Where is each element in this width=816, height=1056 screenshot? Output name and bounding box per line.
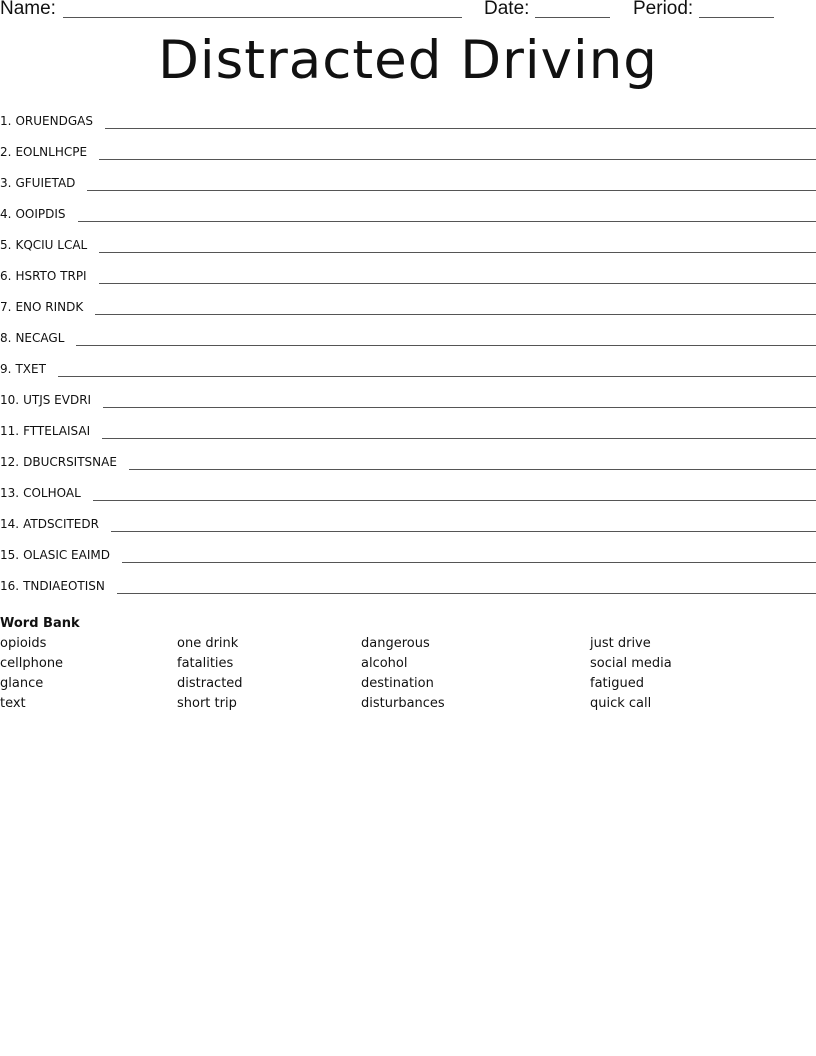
word-bank-word: distracted: [177, 676, 243, 691]
scramble-item: [0, 267, 816, 298]
word-bank-row: [0, 696, 816, 716]
scramble-item: [0, 360, 816, 391]
word-bank-word: dangerous: [361, 636, 430, 651]
word-bank-word: text: [0, 696, 26, 711]
answer-line[interactable]: [76, 330, 816, 346]
word-bank-row: [0, 656, 816, 676]
word-bank-word: short trip: [177, 696, 237, 711]
clue: 6. HSRTO TRPI: [0, 269, 87, 283]
worksheet-title: Distracted Driving: [158, 30, 658, 91]
date-field[interactable]: [535, 17, 610, 18]
scramble-item: [0, 546, 816, 577]
scramble-item: [0, 174, 816, 205]
clue: 8. NECAGL: [0, 331, 65, 345]
scramble-item: [0, 391, 816, 422]
answer-line[interactable]: [58, 361, 816, 377]
name-label: Name:: [0, 0, 56, 19]
scramble-item: [0, 298, 816, 329]
date-label: Date:: [484, 0, 530, 19]
answer-line[interactable]: [122, 547, 816, 563]
word-bank-word: quick call: [590, 696, 652, 711]
word-bank-title: Word Bank: [0, 616, 80, 631]
scramble-item: [0, 453, 816, 484]
clue: 10. UTJS EVDRI: [0, 393, 92, 407]
scramble-item: [0, 143, 816, 174]
answer-line[interactable]: [129, 454, 816, 470]
scramble-item: [0, 205, 816, 236]
scramble-item: [0, 329, 816, 360]
word-bank-word: fatigued: [590, 676, 644, 691]
scramble-item: [0, 577, 816, 608]
clue: 2. EOLNLHCPE: [0, 145, 88, 159]
answer-line[interactable]: [103, 392, 816, 408]
answer-line[interactable]: [93, 485, 816, 501]
clue: 9. TXET: [0, 362, 46, 376]
word-bank: [0, 616, 816, 716]
clue: 1. ORUENDGAS: [0, 114, 93, 128]
word-bank-word: destination: [361, 676, 434, 691]
answer-line[interactable]: [117, 578, 816, 594]
scramble-item: [0, 484, 816, 515]
answer-line[interactable]: [99, 268, 816, 284]
clue: 7. ENO RINDK: [0, 300, 84, 314]
worksheet-header: [0, 0, 816, 22]
period-label: Period:: [633, 0, 694, 19]
clue: 13. COLHOAL: [0, 486, 81, 500]
clue: 12. DBUCRSITSNAE: [0, 455, 117, 469]
word-bank-word: opioids: [0, 636, 47, 651]
period-field[interactable]: [699, 17, 774, 18]
answer-line[interactable]: [87, 175, 816, 191]
clue: 11. FTTELAISAI: [0, 424, 91, 438]
scramble-item: [0, 236, 816, 267]
clue: 16. TNDIAEOTISN: [0, 579, 105, 593]
word-bank-row: [0, 676, 816, 696]
word-bank-word: just drive: [590, 636, 651, 651]
scramble-item: [0, 515, 816, 546]
clue: 15. OLASIC EAIMD: [0, 548, 110, 562]
word-bank-word: social media: [590, 656, 672, 671]
answer-line[interactable]: [102, 423, 816, 439]
name-field[interactable]: [63, 17, 462, 18]
answer-line[interactable]: [99, 144, 816, 160]
word-bank-word: cellphone: [0, 656, 64, 671]
answer-line[interactable]: [105, 113, 816, 129]
word-bank-word: fatalities: [177, 656, 234, 671]
clue: 4. OOIPDIS: [0, 207, 66, 221]
answer-line[interactable]: [99, 237, 816, 253]
clue: 3. GFUIETAD: [0, 176, 76, 190]
answer-line[interactable]: [111, 516, 816, 532]
scramble-list: [0, 112, 816, 608]
word-bank-word: glance: [0, 676, 44, 691]
scramble-item: [0, 112, 816, 143]
word-bank-word: one drink: [177, 636, 239, 651]
answer-line[interactable]: [78, 206, 816, 222]
clue: 5. KQCIU LCAL: [0, 238, 88, 252]
scramble-item: [0, 422, 816, 453]
answer-line[interactable]: [95, 299, 816, 315]
word-bank-row: [0, 636, 816, 656]
word-bank-word: disturbances: [361, 696, 445, 711]
word-bank-word: alcohol: [361, 656, 408, 671]
clue: 14. ATDSCITEDR: [0, 517, 99, 531]
